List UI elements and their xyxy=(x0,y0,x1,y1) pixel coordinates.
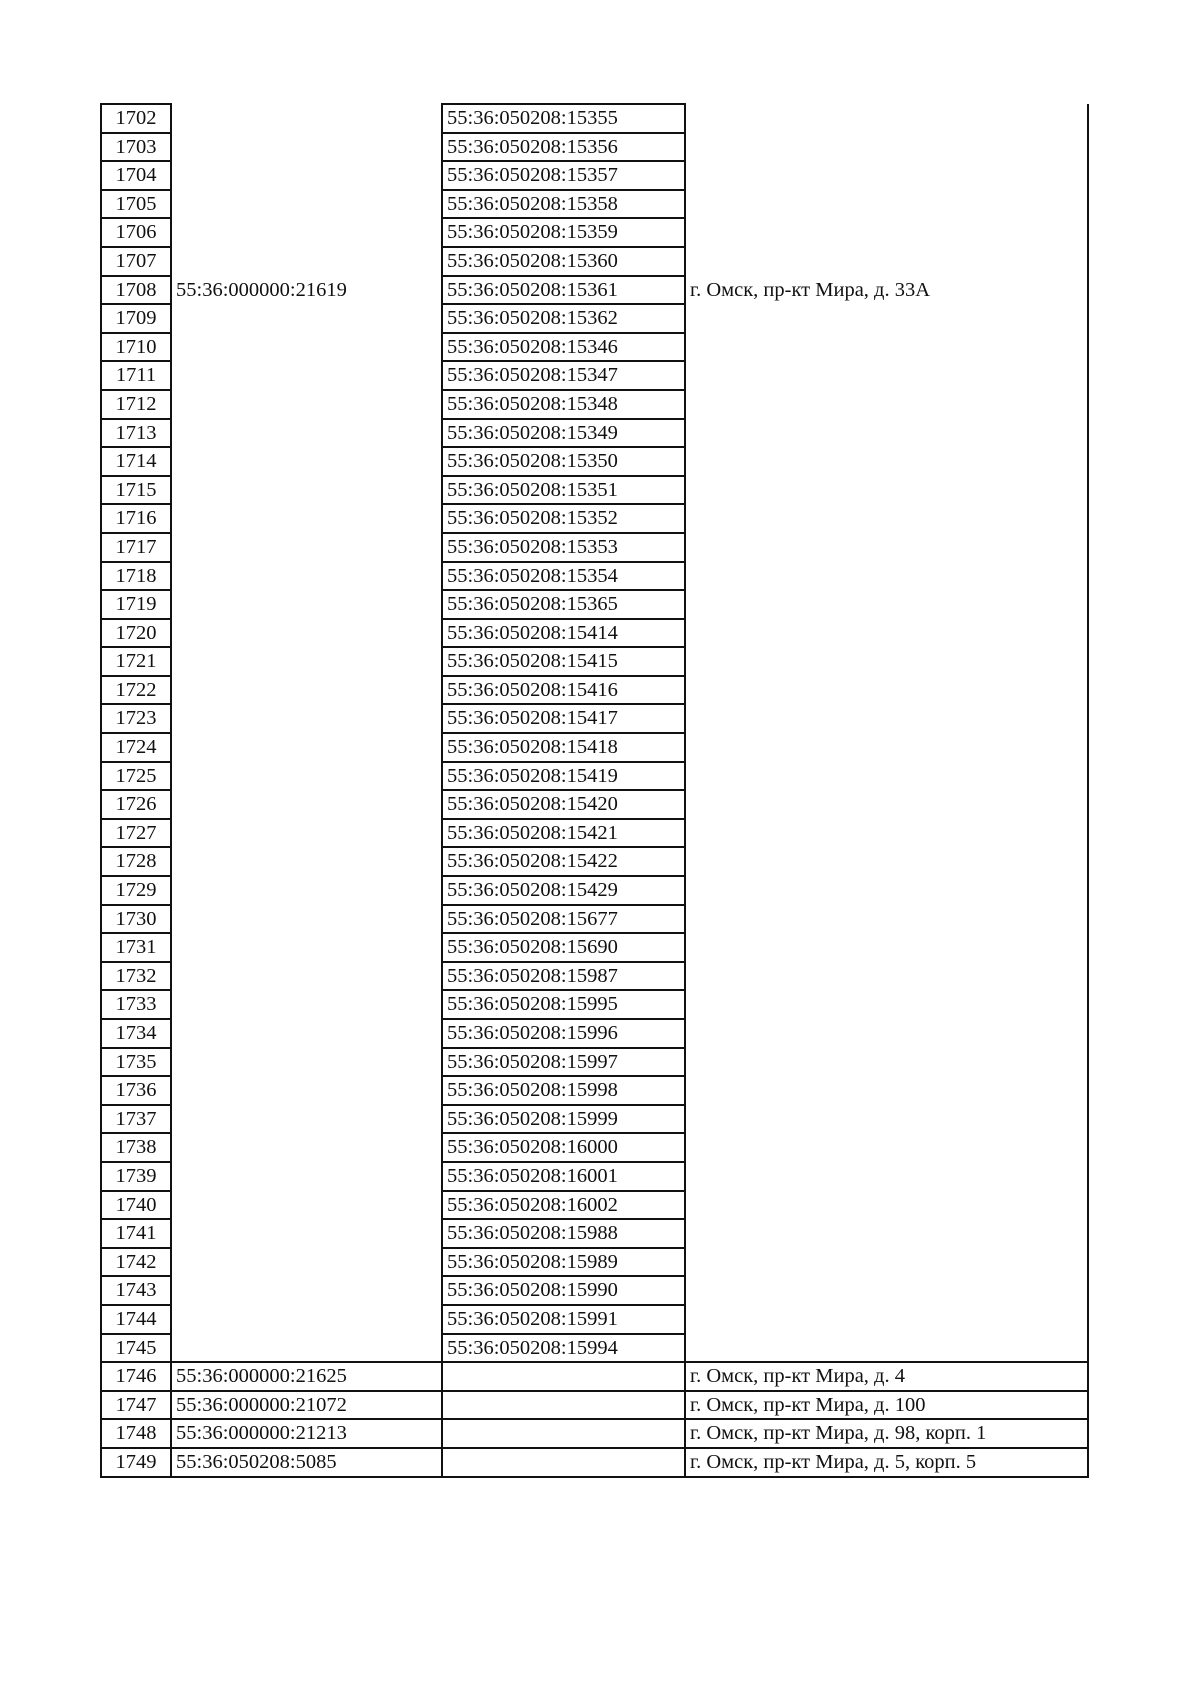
table-row xyxy=(101,1334,1088,1363)
table-row xyxy=(101,190,1088,219)
table-row xyxy=(101,1105,1088,1134)
table-row xyxy=(101,361,1088,390)
object-cadastral-number: 55:36:050208:15991 xyxy=(442,1305,685,1334)
address xyxy=(685,361,1088,390)
table-row xyxy=(101,533,1088,562)
row-number: 1732 xyxy=(101,962,171,991)
row-number: 1725 xyxy=(101,762,171,791)
address xyxy=(685,619,1088,648)
address xyxy=(685,1276,1088,1305)
address xyxy=(685,104,1088,133)
parent-cadastral-number xyxy=(171,562,442,591)
table-row xyxy=(101,333,1088,362)
table-row xyxy=(101,1048,1088,1077)
row-number: 1740 xyxy=(101,1191,171,1220)
row-number: 1734 xyxy=(101,1019,171,1048)
table-row xyxy=(101,704,1088,733)
object-cadastral-number: 55:36:050208:15419 xyxy=(442,762,685,791)
address: г. Омск, пр-кт Мира, д. 4 xyxy=(685,1362,1088,1391)
table-row xyxy=(101,104,1088,133)
row-number: 1710 xyxy=(101,333,171,362)
object-cadastral-number: 55:36:050208:15417 xyxy=(442,704,685,733)
parent-cadastral-number xyxy=(171,1048,442,1077)
table-row xyxy=(101,447,1088,476)
table-row xyxy=(101,161,1088,190)
object-cadastral-number: 55:36:050208:15997 xyxy=(442,1048,685,1077)
parent-cadastral-number xyxy=(171,333,442,362)
parent-cadastral-number xyxy=(171,1133,442,1162)
address xyxy=(685,390,1088,419)
object-cadastral-number: 55:36:050208:15348 xyxy=(442,390,685,419)
table-row xyxy=(101,619,1088,648)
row-number: 1741 xyxy=(101,1219,171,1248)
object-cadastral-number: 55:36:050208:15996 xyxy=(442,1019,685,1048)
object-cadastral-number: 55:36:050208:15999 xyxy=(442,1105,685,1134)
parent-cadastral-number xyxy=(171,304,442,333)
row-number: 1713 xyxy=(101,419,171,448)
parent-cadastral-number: 55:36:000000:21619 xyxy=(171,276,442,305)
row-number: 1737 xyxy=(101,1105,171,1134)
object-cadastral-number: 55:36:050208:15360 xyxy=(442,247,685,276)
object-cadastral-number: 55:36:050208:15988 xyxy=(442,1219,685,1248)
address xyxy=(685,790,1088,819)
table-row xyxy=(101,590,1088,619)
object-cadastral-number: 55:36:050208:15361 xyxy=(442,276,685,305)
parent-cadastral-number xyxy=(171,962,442,991)
parent-cadastral-number: 55:36:000000:21072 xyxy=(171,1391,442,1420)
object-cadastral-number: 55:36:050208:15995 xyxy=(442,990,685,1019)
object-cadastral-number: 55:36:050208:16001 xyxy=(442,1162,685,1191)
row-number: 1735 xyxy=(101,1048,171,1077)
parent-cadastral-number xyxy=(171,476,442,505)
table-row xyxy=(101,733,1088,762)
parent-cadastral-number xyxy=(171,1248,442,1277)
object-cadastral-number: 55:36:050208:15422 xyxy=(442,847,685,876)
row-number: 1718 xyxy=(101,562,171,591)
address xyxy=(685,905,1088,934)
registry-table xyxy=(100,103,1089,1478)
object-cadastral-number: 55:36:050208:15418 xyxy=(442,733,685,762)
parent-cadastral-number xyxy=(171,361,442,390)
address xyxy=(685,504,1088,533)
table-row xyxy=(101,647,1088,676)
parent-cadastral-number xyxy=(171,1019,442,1048)
object-cadastral-number xyxy=(442,1391,685,1420)
object-cadastral-number: 55:36:050208:15362 xyxy=(442,304,685,333)
row-number: 1728 xyxy=(101,847,171,876)
table-row xyxy=(101,476,1088,505)
row-number: 1719 xyxy=(101,590,171,619)
object-cadastral-number: 55:36:050208:15346 xyxy=(442,333,685,362)
table-row xyxy=(101,933,1088,962)
table-row xyxy=(101,276,1088,305)
table-row xyxy=(101,990,1088,1019)
address xyxy=(685,762,1088,791)
row-number: 1736 xyxy=(101,1076,171,1105)
address xyxy=(685,647,1088,676)
parent-cadastral-number xyxy=(171,876,442,905)
parent-cadastral-number xyxy=(171,247,442,276)
row-number: 1746 xyxy=(101,1362,171,1391)
parent-cadastral-number xyxy=(171,1162,442,1191)
address xyxy=(685,333,1088,362)
object-cadastral-number: 55:36:050208:16000 xyxy=(442,1133,685,1162)
address: г. Омск, пр-кт Мира, д. 33А xyxy=(685,276,1088,305)
address xyxy=(685,304,1088,333)
object-cadastral-number: 55:36:050208:15994 xyxy=(442,1334,685,1363)
parent-cadastral-number xyxy=(171,161,442,190)
parent-cadastral-number xyxy=(171,619,442,648)
row-number: 1748 xyxy=(101,1419,171,1448)
address xyxy=(685,733,1088,762)
row-number: 1727 xyxy=(101,819,171,848)
table-row xyxy=(101,1162,1088,1191)
group-right-border xyxy=(1087,104,1089,1362)
object-cadastral-number xyxy=(442,1362,685,1391)
address xyxy=(685,819,1088,848)
object-cadastral-number: 55:36:050208:15987 xyxy=(442,962,685,991)
address xyxy=(685,1076,1088,1105)
object-cadastral-number: 55:36:050208:15359 xyxy=(442,218,685,247)
table-row xyxy=(101,905,1088,934)
object-cadastral-number: 55:36:050208:15989 xyxy=(442,1248,685,1277)
parent-cadastral-number xyxy=(171,133,442,162)
row-number: 1702 xyxy=(101,104,171,133)
object-cadastral-number: 55:36:050208:15355 xyxy=(442,104,685,133)
row-number: 1749 xyxy=(101,1448,171,1477)
row-number: 1707 xyxy=(101,247,171,276)
parent-cadastral-number xyxy=(171,1219,442,1248)
table-row xyxy=(101,1391,1088,1420)
row-number: 1715 xyxy=(101,476,171,505)
object-cadastral-number: 55:36:050208:15357 xyxy=(442,161,685,190)
address xyxy=(685,476,1088,505)
object-cadastral-number: 55:36:050208:15365 xyxy=(442,590,685,619)
address xyxy=(685,847,1088,876)
object-cadastral-number: 55:36:050208:15990 xyxy=(442,1276,685,1305)
row-number: 1744 xyxy=(101,1305,171,1334)
row-number: 1705 xyxy=(101,190,171,219)
parent-cadastral-number xyxy=(171,419,442,448)
parent-cadastral-number xyxy=(171,1276,442,1305)
object-cadastral-number: 55:36:050208:15421 xyxy=(442,819,685,848)
parent-cadastral-number xyxy=(171,390,442,419)
row-number: 1742 xyxy=(101,1248,171,1277)
object-cadastral-number: 55:36:050208:15677 xyxy=(442,905,685,934)
object-cadastral-number: 55:36:050208:15347 xyxy=(442,361,685,390)
row-number: 1723 xyxy=(101,704,171,733)
object-cadastral-number xyxy=(442,1419,685,1448)
row-number: 1711 xyxy=(101,361,171,390)
table-row xyxy=(101,762,1088,791)
address xyxy=(685,1334,1088,1363)
address xyxy=(685,1305,1088,1334)
parent-cadastral-number xyxy=(171,847,442,876)
parent-cadastral-number: 55:36:000000:21625 xyxy=(171,1362,442,1391)
parent-cadastral-number xyxy=(171,762,442,791)
row-number: 1729 xyxy=(101,876,171,905)
address xyxy=(685,1105,1088,1134)
address xyxy=(685,190,1088,219)
row-number: 1717 xyxy=(101,533,171,562)
table-row xyxy=(101,218,1088,247)
object-cadastral-number: 55:36:050208:15349 xyxy=(442,419,685,448)
parent-cadastral-number xyxy=(171,590,442,619)
table-row xyxy=(101,847,1088,876)
address xyxy=(685,1248,1088,1277)
parent-cadastral-number xyxy=(171,647,442,676)
address xyxy=(685,704,1088,733)
parent-cadastral-number xyxy=(171,733,442,762)
address xyxy=(685,1133,1088,1162)
row-number: 1706 xyxy=(101,218,171,247)
table-row xyxy=(101,962,1088,991)
parent-cadastral-number xyxy=(171,704,442,733)
table-row xyxy=(101,1219,1088,1248)
row-number: 1726 xyxy=(101,790,171,819)
object-cadastral-number: 55:36:050208:16002 xyxy=(442,1191,685,1220)
address xyxy=(685,419,1088,448)
row-number: 1714 xyxy=(101,447,171,476)
object-cadastral-number: 55:36:050208:15356 xyxy=(442,133,685,162)
parent-cadastral-number xyxy=(171,1334,442,1363)
row-number: 1722 xyxy=(101,676,171,705)
table-row xyxy=(101,1191,1088,1220)
parent-cadastral-number xyxy=(171,447,442,476)
table-row xyxy=(101,1276,1088,1305)
table-row xyxy=(101,819,1088,848)
parent-cadastral-number xyxy=(171,933,442,962)
address xyxy=(685,876,1088,905)
row-number: 1739 xyxy=(101,1162,171,1191)
object-cadastral-number: 55:36:050208:15352 xyxy=(442,504,685,533)
table-row xyxy=(101,1362,1088,1391)
table-row xyxy=(101,504,1088,533)
address: г. Омск, пр-кт Мира, д. 5, корп. 5 xyxy=(685,1448,1088,1477)
table-row xyxy=(101,1076,1088,1105)
table-row xyxy=(101,790,1088,819)
table-row xyxy=(101,1019,1088,1048)
row-number: 1721 xyxy=(101,647,171,676)
address xyxy=(685,590,1088,619)
table-row xyxy=(101,390,1088,419)
object-cadastral-number: 55:36:050208:15414 xyxy=(442,619,685,648)
address: г. Омск, пр-кт Мира, д. 98, корп. 1 xyxy=(685,1419,1088,1448)
parent-cadastral-number xyxy=(171,905,442,934)
row-number: 1747 xyxy=(101,1391,171,1420)
address: г. Омск, пр-кт Мира, д. 100 xyxy=(685,1391,1088,1420)
row-number: 1712 xyxy=(101,390,171,419)
address xyxy=(685,1162,1088,1191)
parent-cadastral-number xyxy=(171,190,442,219)
row-number: 1720 xyxy=(101,619,171,648)
table-row xyxy=(101,676,1088,705)
registry-table-body xyxy=(101,104,1088,1477)
row-number: 1709 xyxy=(101,304,171,333)
table-row xyxy=(101,1248,1088,1277)
object-cadastral-number: 55:36:050208:15998 xyxy=(442,1076,685,1105)
table-row xyxy=(101,1305,1088,1334)
object-cadastral-number: 55:36:050208:15690 xyxy=(442,933,685,962)
row-number: 1703 xyxy=(101,133,171,162)
address xyxy=(685,562,1088,591)
row-number: 1731 xyxy=(101,933,171,962)
table-row xyxy=(101,1133,1088,1162)
parent-cadastral-number xyxy=(171,533,442,562)
parent-cadastral-number xyxy=(171,990,442,1019)
address xyxy=(685,1219,1088,1248)
row-number: 1743 xyxy=(101,1276,171,1305)
address xyxy=(685,161,1088,190)
row-number: 1738 xyxy=(101,1133,171,1162)
object-cadastral-number: 55:36:050208:15350 xyxy=(442,447,685,476)
object-cadastral-number: 55:36:050208:15420 xyxy=(442,790,685,819)
table-row xyxy=(101,876,1088,905)
object-cadastral-number: 55:36:050208:15354 xyxy=(442,562,685,591)
parent-cadastral-number xyxy=(171,104,442,133)
table-row xyxy=(101,247,1088,276)
table-row xyxy=(101,562,1088,591)
parent-cadastral-number xyxy=(171,1305,442,1334)
parent-cadastral-number: 55:36:050208:5085 xyxy=(171,1448,442,1477)
table-row xyxy=(101,133,1088,162)
row-number: 1708 xyxy=(101,276,171,305)
address xyxy=(685,933,1088,962)
parent-cadastral-number xyxy=(171,1076,442,1105)
row-number: 1733 xyxy=(101,990,171,1019)
parent-cadastral-number xyxy=(171,1105,442,1134)
object-cadastral-number xyxy=(442,1448,685,1477)
address xyxy=(685,247,1088,276)
address xyxy=(685,1191,1088,1220)
parent-cadastral-number xyxy=(171,819,442,848)
object-cadastral-number: 55:36:050208:15429 xyxy=(442,876,685,905)
table-row xyxy=(101,1419,1088,1448)
address xyxy=(685,990,1088,1019)
address xyxy=(685,1048,1088,1077)
address xyxy=(685,133,1088,162)
address xyxy=(685,1019,1088,1048)
object-cadastral-number: 55:36:050208:15415 xyxy=(442,647,685,676)
table-row xyxy=(101,419,1088,448)
row-number: 1745 xyxy=(101,1334,171,1363)
address xyxy=(685,962,1088,991)
object-cadastral-number: 55:36:050208:15358 xyxy=(442,190,685,219)
row-number: 1724 xyxy=(101,733,171,762)
parent-cadastral-number: 55:36:000000:21213 xyxy=(171,1419,442,1448)
parent-cadastral-number xyxy=(171,676,442,705)
object-cadastral-number: 55:36:050208:15416 xyxy=(442,676,685,705)
address xyxy=(685,533,1088,562)
row-number: 1716 xyxy=(101,504,171,533)
object-cadastral-number: 55:36:050208:15351 xyxy=(442,476,685,505)
table-row xyxy=(101,304,1088,333)
address xyxy=(685,218,1088,247)
parent-cadastral-number xyxy=(171,790,442,819)
table-row xyxy=(101,1448,1088,1477)
object-cadastral-number: 55:36:050208:15353 xyxy=(442,533,685,562)
parent-cadastral-number xyxy=(171,218,442,247)
row-number: 1730 xyxy=(101,905,171,934)
address xyxy=(685,447,1088,476)
parent-cadastral-number xyxy=(171,504,442,533)
parent-cadastral-number xyxy=(171,1191,442,1220)
row-number: 1704 xyxy=(101,161,171,190)
address xyxy=(685,676,1088,705)
